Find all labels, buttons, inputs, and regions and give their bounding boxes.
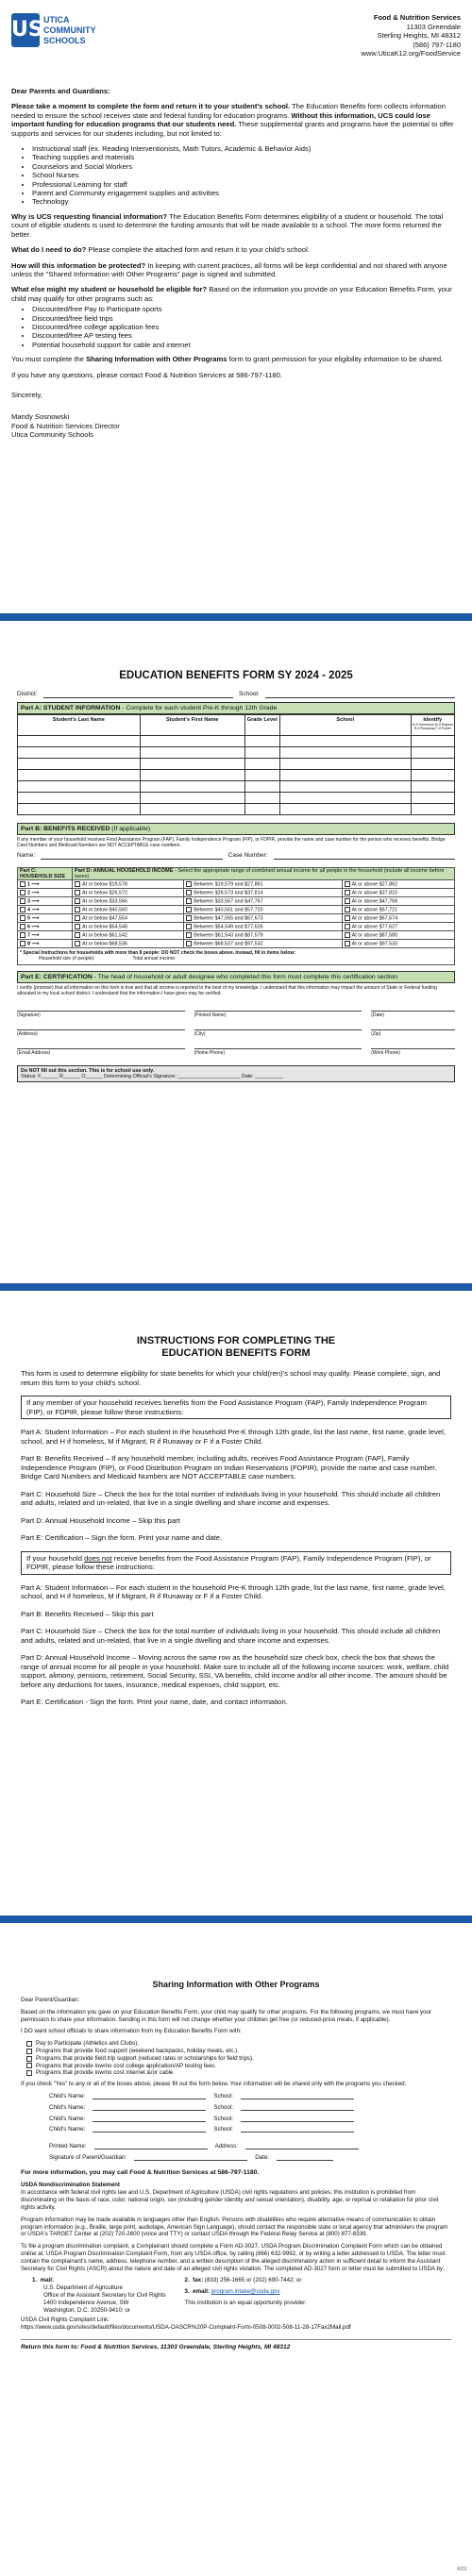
address-row: [17, 1029, 455, 1037]
email-link[interactable]: program.intake@usda.gov: [211, 2288, 280, 2296]
printed-name-field[interactable]: (Printed Name): [194, 1011, 362, 1018]
page-divider: [0, 1283, 472, 1291]
closing: Sincerely,: [11, 390, 42, 399]
option-checkbox[interactable]: Programs that provide field trip support (reduced rates or scholarships for field trips).: [26, 2055, 451, 2063]
faq-what: What do I need to do? Please complete the attached form and return it to your child's school.: [11, 245, 310, 255]
letter-body: [11, 87, 461, 440]
table-row[interactable]: [18, 736, 455, 747]
signature-row: [17, 1011, 455, 1018]
district-school-row: District: School:: [17, 691, 455, 698]
printed-name-row[interactable]: Printed Name: Address:: [49, 2143, 451, 2150]
part-b-header: Part B: BENEFITS RECEIVED (If applicable): [17, 823, 455, 835]
income-table: Part C: HOUSEHOLD SIZE Part D: ANNUAL HOUSEHOLD INCOME - Select the appropriate range of combined annual income for all people in the household (include all income before taxes) 1 ⟶ At or below $19,578 Between $19,579 and $27,861 At or above $27,862 2 ⟶ At or below $26,572 Between $26,573 and $37,814 At or above $37,815 3 ⟶ At or below $33,566 Between $33,567 and $47,767 At or above $47,768 4 ⟶ At or below $40,560 Between $40,561 and $57,720 At or above $57,721 5 ⟶ At or below $47,554 Between $47,555 and $67,673 At or above $67,674 6 ⟶ At or below $54,548 Between $54,549 and $77,626 At or above $77,627 7 ⟶ At or below $61,542 Between $61,543 and $87,579 At or above $87,580 8 ⟶ At or below $68,536 Between $68,537 and $97,532 At or above $97,533 * Special Instructions for households with more than 8 people: DO NOT check the boxes above. Instead, fill in items below: Household size (# people): Total annual income:: [17, 867, 455, 965]
list-item: • Discounted/free college application fees: [32, 323, 461, 331]
income-row[interactable]: 3 ⟶ At or below $33,566 Between $33,567 and $47,767 At or above $47,768: [18, 896, 455, 905]
letter-page: [0, 0, 472, 604]
submission-methods: 1. mail: U.S. Department of Agriculture Office of the Assistant Secretary for Civil Rights 1400 Independence Avenue, SW Washington, D.C. 20250-9410; or 2. fax: (833) 256-1665 or (202) 690-7442; or 3. email: program.intake@usda.gov This institution is an equal opportunity provider.: [32, 2277, 307, 2314]
list-item: • School Nurses: [32, 171, 461, 179]
contact-row: [17, 1048, 455, 1056]
income-row[interactable]: 2 ⟶ At or below $26,572 Between $26,573 and $37,814 At or above $37,815: [18, 888, 455, 896]
table-row[interactable]: [18, 781, 455, 793]
instructions-page: [0, 1316, 472, 1901]
email-field[interactable]: (Email Address): [17, 1048, 185, 1056]
part-a-header: Part A: STUDENT INFORMATION - Complete for each student Pre-K through 12th Grade: [17, 702, 455, 714]
benefits-name-field[interactable]: [41, 852, 222, 860]
income-row[interactable]: 6 ⟶ At or below $54,548 Between $54,549 and $77,626 At or above $77,627: [18, 922, 455, 930]
guardian-sign-row[interactable]: Signature of Parent/Guardian: Date:: [49, 2154, 451, 2162]
list-item: • Potential household support for cable and internet: [32, 341, 461, 349]
supports-list: [32, 144, 461, 207]
income-row[interactable]: 5 ⟶ At or below $47,554 Between $47,555 and $67,673 At or above $67,674: [18, 913, 455, 922]
return-footer: Return this form to: Food & Nutrition Services, 11303 Greendale, Sterling Heights, MI 48312: [21, 2339, 451, 2351]
programs-list: [32, 305, 461, 349]
sharing-body: Dear Parent/Guardian: Based on the information you gave on your Education Benefits Form, your child may qualify for other programs. For the following programs, we must have your permission to share your information. Sending in this form will not change whether your children get free (or reduced-price meals, if applicable). I DO want school officials to share information from my Education Benefits Form with: Pay to Participate (Athletics and Clubs). Programs that provide food support (weekend backpacks, holiday meals, etc.). Programs that provide field trip support (reduced rates or scholarships for field trips). Programs that provide low/no cost college application/AP testing fees. Programs that provide low/no cost internet &/or cable If you check "Yes" to any or all of the boxes above, please fill out the form below. Your information will be shared only with the programs you checked. Child's Name: School: Child's Name: School: Child's Name: School: Child's Name: School: Printed Name: Address: Signature of Parent/Guardian: Date: For more information, you may call Food & Nutrition Services at 586-797-1180. USDA Nondiscrimination Statement In accordance with federal civil rights law and U.S. Department of Agriculture (USDA) civil rights regulations and policies, this institution is prohibited from discriminating on the basis of race, color, national origin, sex (including gender identity and sexual orientation), disability, age, or reprisal or retaliation for prior civil rights activity. Program information may be made available in languages other than English. Persons with disabilities who require alternative means of communication to obtain program information (e.g., Braille, large print, audiotape, American Sign Language), should contact the responsible state or local agency that administers the program or USDA's TARGET Center at (202) 720-2600 (voice and TTY) or contact USDA through the Federal Relay Service at (800) 877-8339. To file a program discrimination complaint, a Complainant should complete a Form AD-3027, USDA Program Discrimination Complaint Form which can be obtained online at: USDA Program Discrimination Complaint Form, from any USDA office, by calling (866) 632-9992, or by writing a letter addressed to USDA. The letter must contain the complainant's name, address, telephone number, and a written description of the alleged discriminatory action in sufficient detail to inform the Assistant Secretary for Civil Rights (ASCR) about the nature and date of an alleged civil rights violation. The completed AD-3027 form or letter must be submitted to USDA by: 1. mail: U.S. Department of Agriculture Office of the Assistant Secretary for Civil Rights 1400 Independence Avenue, SW Washington, D.C. 20250-9410; or 2. fax: (833) 256-1665 or (202) 690-7442; or 3. email: program.intake@usda.gov This institution is an equal opportunity provider. USDA Civil Rights Complaint Link: https://www.usda.gov/sites/default/files/documents/USDA-OASCR%20P-Complaint-Form-0508-0002-508-11-28-17Fax2Mail.pdf Return this form to: Food & Nutrition Services, 11303 Greendale, Sterling Heights, MI 48312: [21, 1997, 451, 2351]
list-item: • Technology: [32, 197, 461, 206]
signature-block: Mandy Sosnowski Food & Nutrition Services Director Utica Community Schools: [11, 412, 120, 440]
table-row[interactable]: [18, 793, 455, 804]
table-row[interactable]: [18, 747, 455, 759]
signature-field[interactable]: (Signature): [17, 1011, 185, 1018]
benefits-form-page: [0, 661, 472, 1274]
case-number-field[interactable]: [274, 852, 455, 860]
page-divider: [0, 613, 472, 621]
school-field[interactable]: [265, 691, 455, 698]
work-phone-field[interactable]: (Work Phone): [371, 1048, 455, 1056]
address-field[interactable]: (Address): [17, 1029, 185, 1037]
sharing-page: [0, 1944, 472, 2576]
faq-why: Why is UCS requesting financial information? The Education Benefits Form determines eligibility of a student or household. The total count of eligible students is used to determine the funding amounts that will be made available to a school. The more forms returned the better.: [11, 211, 444, 239]
total-income-field[interactable]: Total annual income:: [132, 956, 177, 962]
date-field[interactable]: (Date): [371, 1011, 455, 1018]
instructions-title: INSTRUCTIONS FOR COMPLETING THE EDUCATION BENEFITS FORM: [136, 1335, 336, 1359]
household-size-field[interactable]: Household size (# people):: [39, 956, 95, 962]
child-row[interactable]: Child's Name: School:: [49, 2116, 451, 2123]
list-item: • Professional Learning for staff: [32, 180, 461, 189]
child-row[interactable]: Child's Name: School:: [49, 2104, 451, 2112]
district-field[interactable]: [43, 691, 233, 698]
greeting: Dear Parents and Guardians:: [11, 87, 110, 95]
income-row[interactable]: 4 ⟶ At or below $40,560 Between $40,561 and $57,720 At or above $57,721: [18, 905, 455, 913]
table-row[interactable]: [18, 804, 455, 815]
list-item: • Teaching supplies and materials: [32, 153, 461, 161]
home-phone-field[interactable]: (Home Phone): [194, 1048, 362, 1056]
instructions-body: This form is used to determine eligibility for state benefits for which your child(ren)'s school may qualify. Please complete, sign, and return this form to your child's school. If any member of your household receives benefits from the Food Assistance Program (FAP), Family Independence Program (FIP), or FDPIR, please follow these instructions: Part A: Student Information – For each student in the household Pre-K through 12th grade, list the last name, first name, grade level, school, and H if homeless, M if Migrant, R if Runaway or F if a Foster Child. Part B: Benefits Received – If any household member, including adults, receives Food Assistance Program (FAP), Family Independence Program (FIP), or Food Distribution Program on Indian Reservations (FDPIR), provide the name and case number. Bridge Card Numbers and Medicaid Numbers are NOT ACCEPTABLE case numbers. Part C: Household Size – Check the box for the total number of individuals living in your household. This should include all children and adults, related and un-related, that live in a single dwelling and share income and expenses. Part D: Annual Household Income – Skip this part Part E: Certification – Sign the form. Print your name and date. If your household does not receive benefits from the Food Assistance Program (FAP), Family Independence Program (FIP), or FDPIR, please follow these instructions: Part A: Student Information – For each student in the household Pre-K through 12th grade, list the last name, first name, grade level, school, and H if homeless, M if Migrant, R if Runaway or F if a Foster Child. Part B: Benefits Received – Skip this part Part C: Household Size – Check the box for the total number of individuals living in your household. This should include all children and adults, related and un-related, that live in a single dwelling and share income and expenses. Part D: Annual Household Income – Moving across the same row as the household size check box, check the box that shows the range of annual income for all people in your household. Make sure to include all of the following income sources: work, welfare, child support, alimony, pensions, retirement, Social Security, SSI, VA benefits, child income and/or all other income. The amount should be before any deductions for taxes, insurance, medical expenses, child support, etc. Part E: Certification - Sign the form. Print your name, date, and contact information.: [21, 1369, 451, 1707]
student-table: Student's Last Name Student's First Name Grade Level School Identify H-If Homeless M-If Migrant R-If Runaway F-If Foster: [17, 714, 455, 815]
faq-protected: How will this information be protected? In keeping with current practices, all forms will be kept confidential and not shared with anyone unless the "Shared Information with Other Programs" page is signed and submitted.: [11, 260, 447, 278]
option-checkbox[interactable]: Programs that provide low/no cost college application/AP testing fees.: [26, 2063, 451, 2070]
option-checkbox[interactable]: Programs that provide food support (weekend backpacks, holiday meals, etc.).: [26, 2048, 451, 2055]
logo-mark: US: [11, 13, 40, 47]
logo-name: UTICA COMMUNITY SCHOOLS: [43, 15, 96, 45]
income-row[interactable]: 1 ⟶ At or below $19,578 Between $19,579 and $27,861 At or above $27,862: [18, 879, 455, 888]
no-benefits-box: If your household does not receive benefits from the Food Assistance Program (FAP), Family Independence Program (FIP), or FDPIR, please follow these instructions:: [21, 1551, 451, 1575]
child-row[interactable]: Child's Name: School:: [49, 2126, 451, 2133]
contact-block: Food & Nutrition Services 11303 Greendale Sterling Heights, MI 48312 (586) 797-1180 www.UticaK12.org/FoodService: [361, 13, 461, 58]
page-divider: [0, 1915, 472, 1923]
certify-text: I certify (promise) that all information on this form is true and that all income is reported to the best of my knowledge. I understand that this information may impact the amount of State or Federal funding allocated to my local school district. I understand that the information I have given may be verified.: [17, 984, 437, 997]
page-number: 6/23: [457, 2567, 466, 2572]
list-item: • Parent and Community engagement supplies and activities: [32, 189, 461, 197]
form-title: EDUCATION BENEFITS FORM SY 2024 - 2025: [119, 670, 353, 681]
table-row[interactable]: [18, 759, 455, 770]
faq-eligible: What else might my student or household be eligible for? Based on the information you provide on your Education Benefits Form, your child may qualify for other programs such as:: [11, 285, 452, 303]
option-checkbox[interactable]: Programs that provide low/no cost internet &/or cable: [26, 2069, 451, 2077]
income-row[interactable]: 7 ⟶ At or below $61,542 Between $61,543 and $87,579 At or above $87,580: [18, 930, 455, 939]
questions-note: If you have any questions, please contact Food & Nutrition Services at 586-797-1180.: [11, 370, 282, 379]
city-field[interactable]: (City): [194, 1029, 362, 1037]
sharing-title: Sharing Information with Other Programs: [152, 1980, 320, 1989]
benefits-row: Name: Case Number:: [17, 852, 455, 860]
zip-field[interactable]: (Zip): [371, 1029, 455, 1037]
complaint-link[interactable]: https://www.usda.gov/sites/default/files/documents/USDA-OASCR%20P-Complaint-Form-0508-0002-508-11-28-17Fax2Mail.pdf: [21, 2324, 351, 2332]
office-use-box: Do NOT fill out this section. This is for school use only. Status: F______ R______ O______ Determining Official's Signature: ______________________ Date: __________: [17, 1065, 455, 1082]
table-row[interactable]: [18, 770, 455, 781]
share-note: You must complete the Sharing Information with Other Programs form to grant permission for your eligibility information to be shared.: [11, 355, 444, 364]
website-link[interactable]: www.UticaK12.org/FoodService: [361, 49, 461, 58]
list-item: • Discounted/free AP testing fees: [32, 331, 461, 340]
benefits-box: If any member of your household receives benefits from the Food Assistance Program (FAP), Family Independence Program (FIP), or FDPIR, please follow these instructions:: [21, 1396, 451, 1419]
list-item: • Instructional staff (ex. Reading Interventionists, Math Tutors, Academic & Behavior Aids): [32, 144, 461, 153]
letter-paragraph-1: Please take a moment to complete the form and return it to your student's school. The Education Benefits form collects information needed to ensure the school receives state and federal funding for education programs. Without this information, UCS could lose important funding for education programs that our students need. These supplemental grants and programs have the potential to offer supports and services for our students including, but not limited to:: [11, 102, 454, 138]
child-row[interactable]: Child's Name: School:: [49, 2093, 451, 2100]
list-item: • Discounted/free Pay to Participate sports: [32, 305, 461, 313]
income-row[interactable]: 8 ⟶ At or below $68,536 Between $68,537 and $97,532 At or above $97,533: [18, 939, 455, 947]
part-e-header: Part E: CERTIFICATION - The head of household or adult designee who completed this form must complete this certification section: [17, 971, 455, 983]
ucs-logo: [11, 13, 96, 60]
option-checkbox[interactable]: Pay to Participate (Athletics and Clubs).: [26, 2040, 451, 2048]
list-item: • Discounted/free field trips: [32, 314, 461, 323]
part-b-note: If any member of your household receives Food Assistance Program (FAP), Family Independence Program (FIP), or FDPIR, provide the name and case number for the person who receives benefits. Bridge Card Numbers and Medicaid Numbers are NOT ACCEPTABLE case numbers.: [17, 837, 446, 849]
list-item: • Counselors and Social Workers: [32, 162, 461, 171]
